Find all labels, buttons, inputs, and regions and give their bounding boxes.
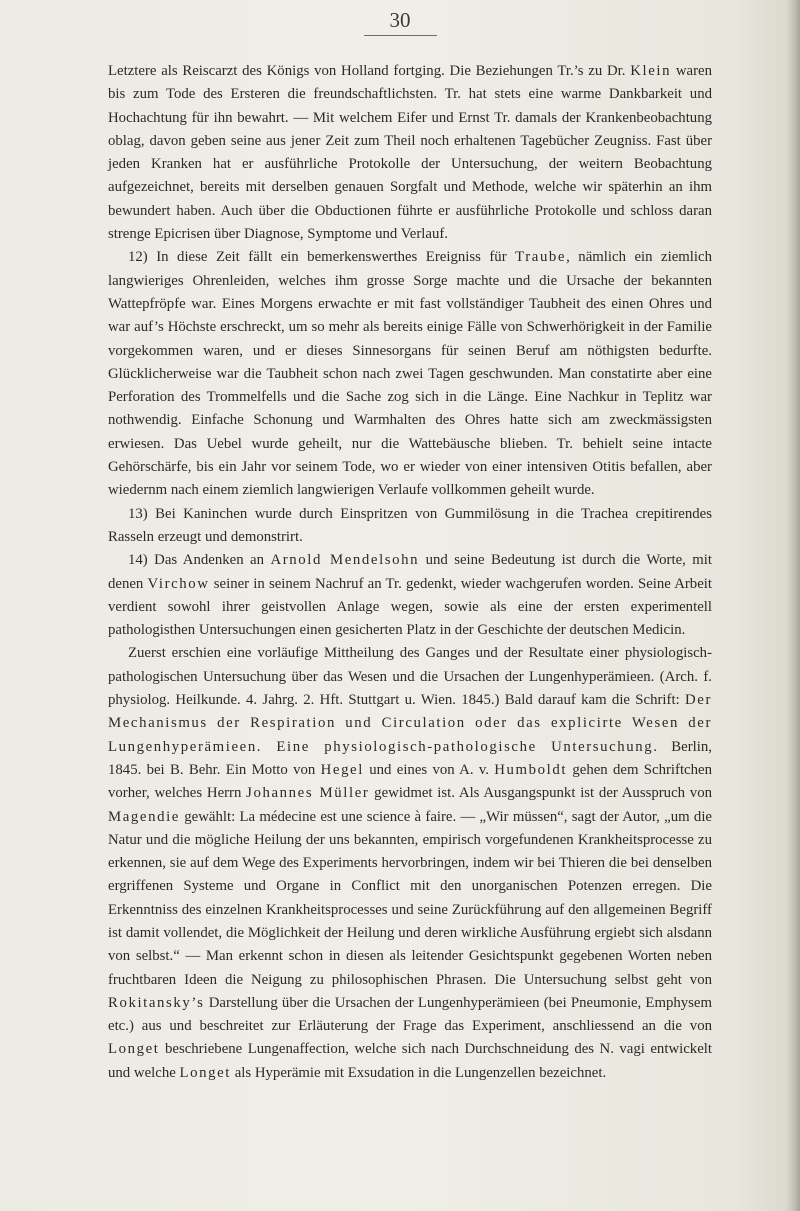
spaced-name: Longet	[179, 1064, 232, 1081]
text-run: beschriebene Lungenaffection, welche sich nach Durchschneidung des N. vagi entwickelt und welche	[108, 1041, 712, 1081]
text-run: waren bis zum Tode des Ersteren die freundschaftlichsten. Tr. hat stets eine warme Dankbarkeit und Hochachtung für ihn bewahrt. — Mit welchem Eifer und Ernst Tr. damals der Krankenbeobachtung oblag, davon geben seine aus jener Zeit zum Theil noch erhaltenen Tagebücher Zeugniss. Fast über jeden Kranken hat er ausführliche Protokolle der Untersuchung, der weitern Beobachtung aufgezeichnet, bereits mit derselben genauen Sorgfalt und Methode, welche wir späterhin an ihm bewundert haben. Auch über die Obductionen führte er ausführliche Protokolle und schloss daran strenge Epicrisen über Diagnose, Symptome und Verlauf.	[108, 63, 712, 243]
spaced-name: Klein	[630, 63, 672, 79]
spaced-name: Traube	[515, 249, 567, 266]
text-run: 13) Bei Kaninchen wurde durch Einspritzen von Gummilösung in die Trachea crepitirendes Rasseln erzeugt und demonstrirt.	[108, 505, 712, 545]
paragraph-mendelsohn-work	[108, 642, 712, 1085]
body-text	[108, 60, 712, 1085]
text-run: , nämlich ein ziemlich langwieriges Ohrenleiden, welches ihm grosse Sorge machte und die Ursache der bekannten Wattepfröpfe war. Eines Morgens erwachte er mit fast vollständiger Taubheit des einen Ohres und war auf’s Höchste erschreckt, um so mehr als bereits einige Fälle von Schwerhörigkeit in der Familie vorgekommen waren, und er dieses Sinnesorgans für seinen Beruf am nöthigsten bedurfte. Glücklicherweise war die Taubheit schon nach zwei Tagen geschwunden. Man constatirte aber eine Perforation des Trommelfells und die Sache zog sich in die Länge. Eine Nachkur in Teplitz war nothwendig. Einfache Schonung und Warmhalten des Ohres hatte sich am zweckmässigsten erwiesen. Das Uebel wurde geheilt, nur die Wattebäusche blieben. Tr. behielt seine intacte Gehörschärfe, bis ein Jahr vor seinem Tode, wo er wieder von einer intensiven Otitis befallen, aber wiedernm nach einem ziemlich langwierigen Verlaufe vollkommen geheilt wurde.	[108, 249, 712, 499]
spaced-name: Longet	[108, 1041, 160, 1058]
text-run: und seine Bedeutung ist durch die Worte, mit denen	[108, 552, 713, 592]
spaced-name: Hegel	[320, 761, 364, 778]
text-run: gehen dem Schriftchen vorher, welches Herrn	[108, 761, 712, 802]
page-number: 30	[364, 8, 437, 36]
text-run: gewählt: La médecine est une science à faire. — „Wir müssen“, sagt der Autor, „um die Natur und die mögliche Heilung der uns bekannten, empirisch vorgefundenen Krankheitsprocesse zu erkennen, sie auf dem Wege des Experiments hervorbringen, indem wir bei Thieren die bei denselben ergriffenen Systeme und Organe in Conflict mit den unorganischen Potenzen erregen. Die Erkenntniss des einzelnen Krankheitsprocesses und seine Zurückführung auf den allgemeinen Begriff ist damit vollendet, die Möglichkeit der Heilung und deren wirkliche Ausführung ergiebt sich alsdann von selbst.“ — Man erkennt schon in diesen als leitender Gesichtspunkt gegebenen Worten neben fruchtbaren Ideen die Neigung zu philosophischen Phrasen. Die Untersuchung selbst geht von	[108, 808, 712, 988]
page-header	[0, 8, 800, 36]
spaced-name: Der Mechanismus der Respiration und Circulation oder das explicirte Wesen der Lungenhyperämieen. Eine physiologisch-pathologische Untersuchung.	[108, 692, 712, 755]
paragraph-note-14	[108, 549, 712, 642]
paragraph-note-13	[108, 503, 712, 550]
text-run: 14) Das Andenken an	[128, 552, 271, 569]
spaced-name: Johannes Müller	[246, 785, 370, 802]
page-edge-shadow	[786, 0, 800, 1211]
text-run: Letztere als Reiscarzt des Königs von Holland fortging. Die Beziehungen Tr.’s zu Dr.	[108, 63, 631, 79]
text-run: gewidmet ist. Als Ausgangspunkt ist der Ausspruch von	[369, 785, 712, 802]
text-run: Zuerst erschien eine vorläufige Mittheilung des Ganges und der Resultate einer physiologisch-pathologischen Untersuchung über das Wesen und die Ursachen der Lungenhyperämieen. (Arch. f. physiolog. Heilkunde. 4. Jahrg. 2. Hft. Stuttgart u. Wien. 1845.) Bald darauf kam die Schrift:	[108, 645, 712, 709]
spaced-name: Rokitansky’s	[108, 994, 205, 1011]
spaced-name: Magendie	[108, 808, 180, 825]
paragraph-note-12	[108, 246, 712, 502]
spaced-name: Arnold Mendelsohn	[270, 552, 420, 569]
text-run: 12) In diese Zeit fällt ein bemerkenswerthes Ereigniss für	[128, 249, 516, 266]
spaced-name: Humboldt	[494, 761, 568, 778]
paragraph-continuation	[108, 60, 712, 246]
text-run: seiner in seinem Nachruf an Tr. gedenkt, wieder wachgerufen worden. Seine Arbeit verdient sowohl ihrer geistvollen Anlage wegen, sowie als eine der ersten experimentell pathologisthen Untersuchungen einen gesicherten Platz in der Geschichte der deutschen Medicin.	[108, 575, 712, 639]
text-run: Darstellung über die Ursachen der Lungenhyperämieen (bei Pneumonie, Emphysem etc.) aus und beschreitet zur Erläuterung der Frage das Experiment, anschliessend an die von	[108, 994, 712, 1035]
spaced-name: Virchow	[147, 575, 210, 592]
text-run: Berlin, 1845. bei B. Behr. Ein Motto von	[108, 738, 712, 778]
text-run: als Hyperämie mit Exsudation in die Lungenzellen bezeichnet.	[231, 1064, 607, 1081]
text-run: und eines von A. v.	[363, 761, 495, 778]
